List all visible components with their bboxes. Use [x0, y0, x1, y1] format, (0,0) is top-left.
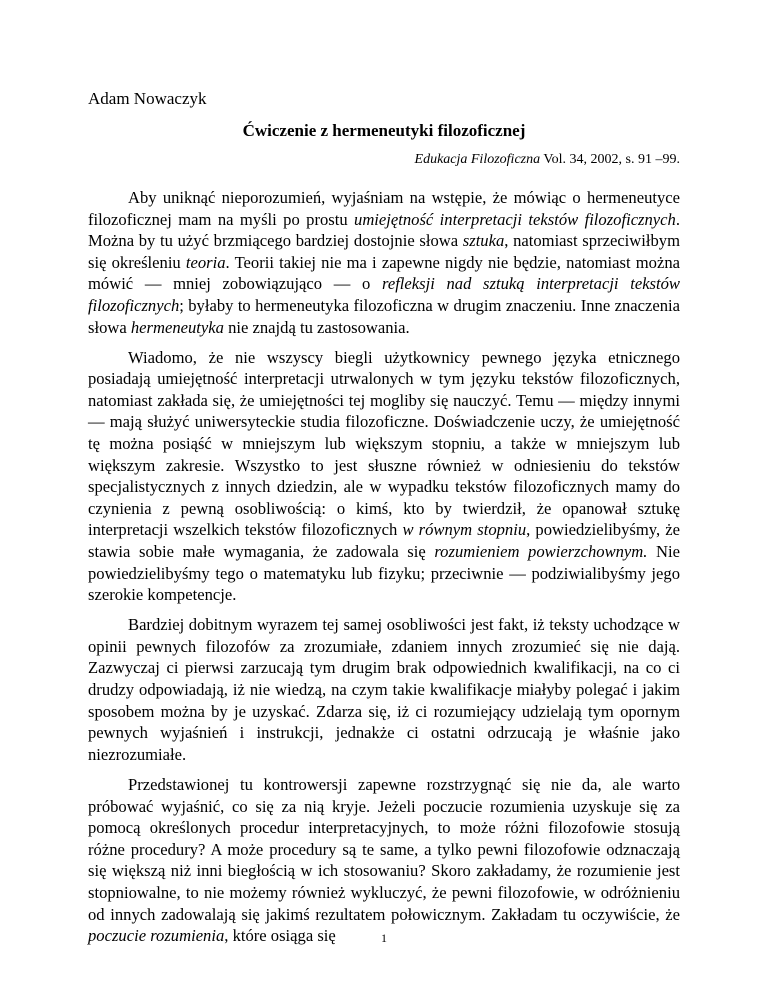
citation-details: Vol. 34, 2002, s. 91 –99. [540, 152, 680, 167]
paragraph [88, 187, 680, 338]
text-run: Przedstawionej tu kontrowersji zapewne rozstrzygnąć się nie da, ale warto próbować wyjaśnić, co się za nią kryje. Jeżeli poczucie rozumienia uzyskuje się za pomocą określonych procedur interpretacyjnych, to może różni filozofowie stosują różne procedury? A może procedury są te same, a tylko pewni filozofowie odznaczają się większą niż inni biegłością w ich stosowaniu? Skoro zakładamy, że rozumienie jest stopniowalne, to nie możemy również wykluczyć, że pewni filozofowie, w odróżnieniu od innych zadowalają się jakimś rezultatem połowicznym. Zakładam tu oczywiście, że [88, 774, 680, 924]
text-run: Aby uniknąć nieporozumień, wyjaśniam na wstępie, że mówiąc o hermeneutyce filozoficznej mam na myśli po prostu [88, 188, 680, 229]
citation [415, 151, 680, 169]
paragraph [88, 614, 680, 765]
emphasized-text: hermeneutyka [130, 317, 224, 337]
emphasized-text: sztuka [462, 231, 505, 251]
author-name: Adam Nowaczyk [88, 89, 207, 108]
text-run: . Teorii takiej nie ma i zapewne nigdy nie będzie, natomiast można mówić — mniej zobowiązująco — o [88, 252, 680, 294]
emphasized-text: umiejętność interpretacji tekstów filozoficznych [354, 209, 676, 229]
emphasized-text: w równym stopniu [402, 520, 527, 540]
emphasized-text: teoria [185, 252, 226, 272]
emphasized-text: rozumieniem powierzchownym. [434, 542, 648, 561]
text-run: Nie powiedzielibyśmy tego o matematyku lub fizyku; przeciwnie — podziwialibyśmy jego szerokie kompetencje. [88, 542, 680, 605]
article-body [88, 187, 680, 955]
page-number: 1 [381, 931, 387, 945]
text-run: . Można by tu użyć brzmiącego bardziej dostojnie słowa [88, 209, 680, 251]
text-run: , natomiast sprzeciwiłbym się określeniu [88, 231, 680, 272]
paragraph [88, 774, 680, 947]
text-run: nie znajdą tu zastosowania. [223, 317, 410, 337]
article-title: Ćwiczenie z hermeneutyki filozoficznej [242, 121, 526, 140]
text-run: ; byłaby to hermeneutyka filozoficzna w drugim znaczeniu. Inne znaczenia słowa [88, 295, 680, 337]
emphasized-text: poczucie rozumienia [88, 926, 225, 946]
text-run: Wiadomo, że nie wszyscy biegli użytkownicy pewnego języka etnicznego posiadają umiejętność interpretacji utrwalonych w tym języku tekstów filozoficznych, natomiast zakłada się, że umiejętności tej mogliby się nauczyć. Temu — między innymi — mają służyć uniwersyteckie studia filozoficzne. Doświadczenie uczy, że umiejętność tę można posiąść w mniejszym lub większym stopniu, a także w mniejszym lub większym zakresie. Wszystko to jest słuszne również w odniesieniu do tekstów specjalistycznych z innych dziedzin, ale w wypadku tekstów filozoficznych mamy do czynienia z pewną osobliwością: o kimś, kto by twierdził, że opanował sztukę interpretacji wszelkich tekstów filozoficznych [88, 347, 680, 540]
paragraph [88, 347, 680, 606]
text-run: Bardziej dobitnym wyrazem tej samej osobliwości jest fakt, iż teksty uchodzące w opinii pewnych filozofów za zrozumiałe, zdaniem innych zrozumieć się nie dają. Zazwyczaj ci pierwsi zarzucają tym drugim brak odpowiednich kwalifikacji, na co ci drudzy odpowiadają, iż nie wiedzą, na czym takie kwalifikacje miałyby polegać i jakim sposobem można by je uzyskać. Zdarza się, iż ci rozumiejący udzielają tym opornym pewnych wyjaśnień i instrukcji, jednakże ci ostatni odrzucają je właśnie jako niezrozumiałe. [88, 615, 680, 764]
emphasized-text: refleksji nad sztuką interpretacji tekstów filozoficznych [88, 274, 680, 315]
text-run: , powiedzielibyśmy, że stawia sobie małe wymagania, że zadowala się [88, 520, 680, 561]
text-run: , które osiąga się [224, 926, 336, 946]
journal-name: Edukacja Filozoficzna [414, 152, 541, 167]
